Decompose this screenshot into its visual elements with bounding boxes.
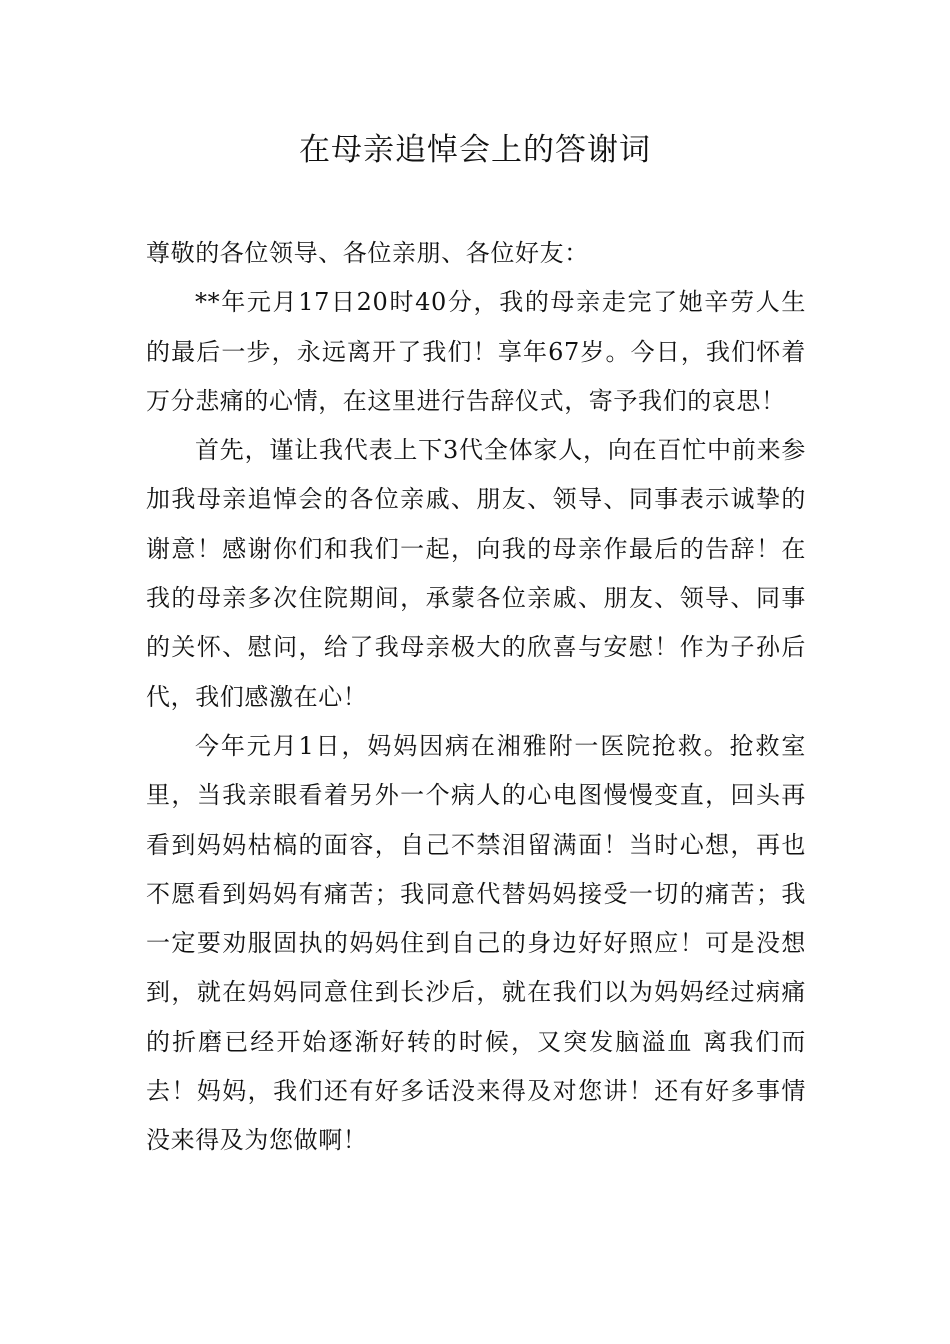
paragraph-1: **年元月17日20时40分，我的母亲走完了她辛劳人生的最后一步，永远离开了我们！享年67岁。今日，我们怀着万分悲痛的心情，在这里进行告辞仪式，寄予我们的哀思！ [146,288,806,415]
paragraph-2: 首先，谨让我代表上下3代全体家人，向在百忙中前来参加我母亲追悼会的各位亲戚、朋友、领导、同事表示诚挚的谢意！感谢你们和我们一起，向我的母亲作最后的告辞！在我的母亲多次住院期间，承蒙各位亲戚、朋友、领导、同事的关怀、慰问，给了我母亲极大的欣喜与安慰！作为子孙后代，我们感激在心！ [146,436,806,711]
document-title: 在母亲追悼会上的答谢词 [299,132,651,168]
paragraph-3: 今年元月1日，妈妈因病在湘雅附一医院抢救。抢救室里，当我亲眼看着另外一个病人的心电图慢慢变直，回头再看到妈妈枯槁的面容，自己不禁泪留满面！当时心想，再也不愿看到妈妈有痛苦；我同意代替妈妈接受一切的痛苦；我一定要劝服固执的妈妈住到自己的身边好好照应！可是没想到，就在妈妈同意住到长沙后，就在我们以为妈妈经过病痛的折磨已经开始逐渐好转的时候，又突发脑溢血 离我们而去！妈妈，我们还有好多话没来得及对您讲！还有好多事情没来得及为您做啊！ [146,731,806,1155]
document-body [146,229,806,1166]
salutation: 尊敬的各位领导、各位亲朋、各位好友： [146,239,589,267]
